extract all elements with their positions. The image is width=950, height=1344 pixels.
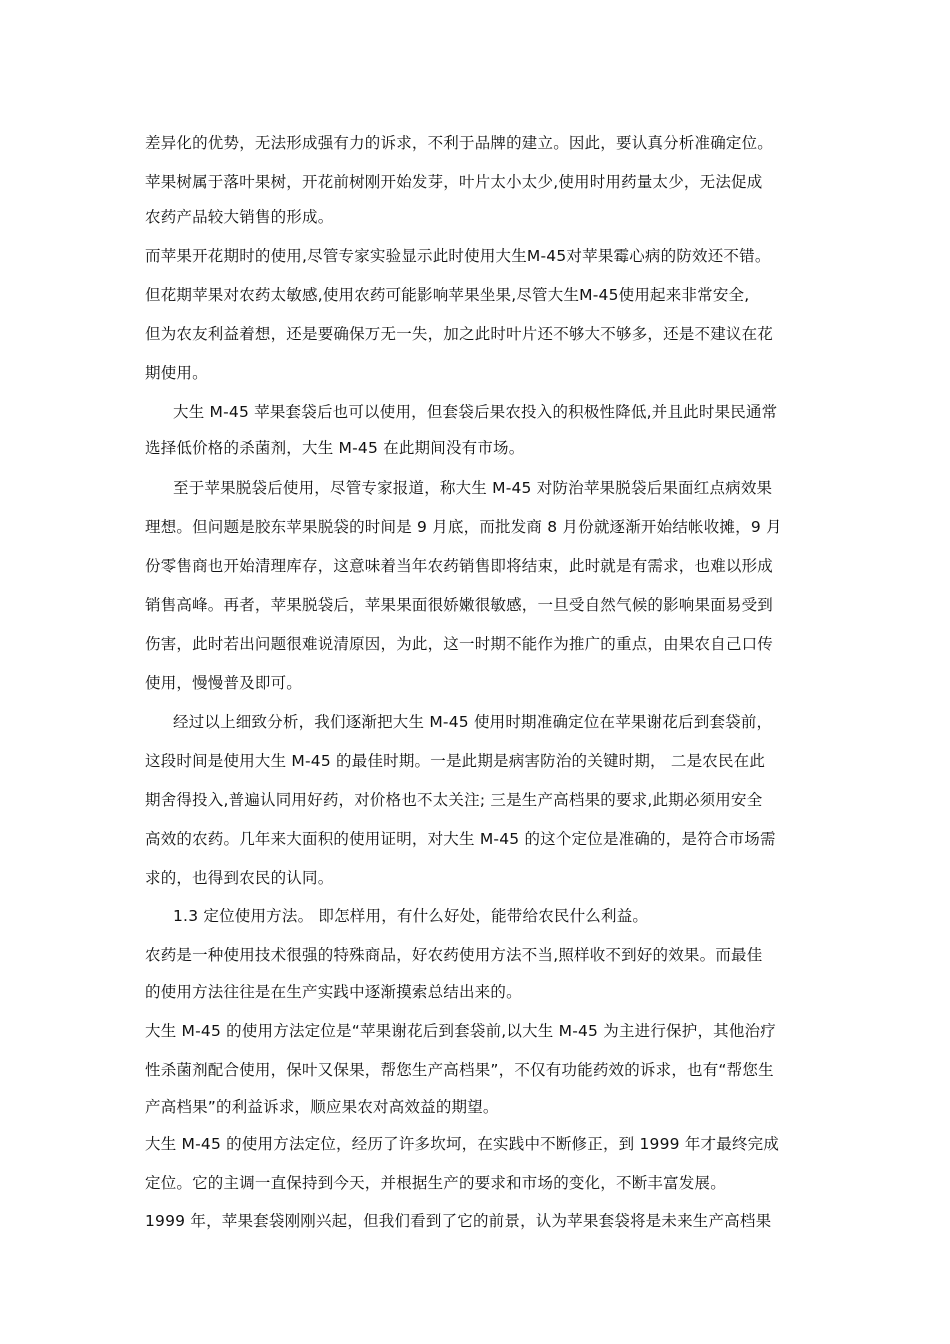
text-line: 至于苹果脱袋后使用，尽管专家报道，称大生 M-45 对防治苹果脱袋后果面红点病效果 — [173, 479, 773, 497]
text-line: 的使用方法往往是在生产实践中逐渐摸索总结出来的。 — [145, 983, 522, 1001]
text-line: 使用，慢慢普及即可。 — [145, 674, 303, 692]
text-line: 产高档果”的利益诉求，顺应果农对高效益的期望。 — [145, 1098, 499, 1116]
text-line: 理想。但问题是胶东苹果脱袋的时间是 9 月底，而批发商 8 月份就逐渐开始结帐收摊，9 月 — [145, 518, 782, 536]
text-line: 大生 M-45 的使用方法定位，经历了许多坎坷，在实践中不断修正，到 1999 年才最终完成 — [145, 1135, 780, 1153]
text-line: 定位。它的主调一直保持到今天，并根据生产的要求和市场的变化，不断丰富发展。 — [145, 1174, 726, 1192]
text-line: 期使用。 — [145, 364, 208, 382]
text-line: 但花期苹果对农药太敏感,使用农药可能影响苹果坐果,尽管大生M-45使用起来非常安全, — [145, 286, 750, 304]
text-line: 高效的农药。几年来大面积的使用证明，对大生 M-45 的这个定位是准确的，是符合市场需 — [145, 830, 776, 848]
text-line: 但为农友利益着想，还是要确保万无一失，加之此时叶片还不够大不够多，还是不建议在花 — [145, 325, 774, 343]
text-line: 农药产品较大销售的形成。 — [145, 208, 334, 226]
text-line: 期舍得投入,普遍认同用好药，对价格也不太关注; 三是生产高档果的要求,此期必须用安全 — [145, 791, 763, 809]
text-line: 性杀菌剂配合使用，保叶又保果，帮您生产高档果”，不仅有功能药效的诉求，也有“帮您生 — [145, 1061, 774, 1079]
text-line: 苹果树属于落叶果树，开花前树刚开始发芽，叶片太小太少,使用时用药量太少，无法促成 — [145, 173, 763, 191]
text-line: 销售高峰。再者，苹果脱袋后，苹果果面很娇嫩很敏感，一旦受自然气候的影响果面易受到 — [145, 596, 774, 614]
text-line: 差异化的优势，无法形成强有力的诉求，不利于品牌的建立。因此，要认真分析准确定位。 — [145, 134, 774, 152]
text-line: 经过以上细致分析，我们逐渐把大生 M-45 使用时期准确定位在苹果谢花后到套袋前， — [173, 713, 773, 731]
text-line: 求的，也得到农民的认同。 — [145, 869, 334, 887]
text-line: 大生 M-45 苹果套袋后也可以使用，但套袋后果农投入的积极性降低,并且此时果民通常 — [173, 403, 778, 421]
text-line: 1999 年，苹果套袋刚刚兴起，但我们看到了它的前景，认为苹果套袋将是未来生产高档果 — [145, 1212, 772, 1230]
text-line: 大生 M-45 的使用方法定位是“苹果谢花后到套袋前,以大生 M-45 为主进行保护，其他治疗 — [145, 1022, 776, 1040]
text-line: 1.3 定位使用方法。 即怎样用，有什么好处，能带给农民什么利益。 — [173, 907, 649, 925]
text-line: 农药是一种使用技术很强的特殊商品，好农药使用方法不当,照样收不到好的效果。而最佳 — [145, 946, 763, 964]
text-line: 份零售商也开始清理库存，这意味着当年农药销售即将结束，此时就是有需求，也难以形成 — [145, 557, 774, 575]
text-line: 伤害，此时若出问题很难说清原因，为此，这一时期不能作为推广的重点，由果农自己口传 — [145, 635, 774, 653]
text-line: 选择低价格的杀菌剂，大生 M-45 在此期间没有市场。 — [145, 439, 525, 457]
text-line: 这段时间是使用大生 M-45 的最佳时期。一是此期是病害防治的关键时期， 二是农民在此 — [145, 752, 766, 770]
text-line: 而苹果开花期时的使用,尽管专家实验显示此时使用大生M-45对苹果霉心病的防效还不错。 — [145, 247, 771, 265]
